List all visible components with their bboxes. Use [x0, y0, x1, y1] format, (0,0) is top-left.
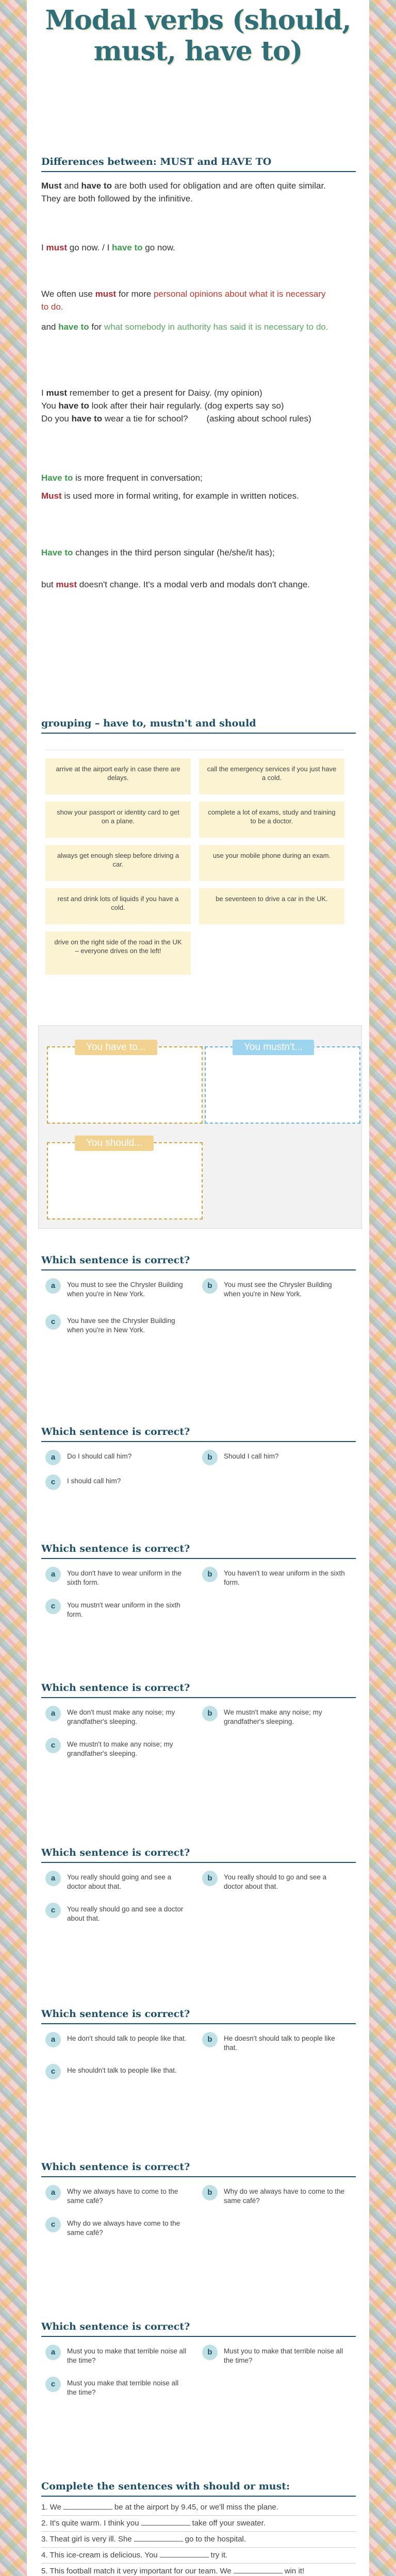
option-c[interactable]: [45, 1601, 190, 1619]
option-letter: b: [202, 1278, 218, 1294]
option-a[interactable]: [45, 2187, 190, 2206]
question-heading: Which sentence is correct?: [41, 1543, 356, 1559]
text: is used more in formal writing, for example in written notices.: [61, 491, 299, 501]
question-heading: Which sentence is correct?: [41, 1426, 356, 1442]
option-text: We mustn't make any noise; my grandfather's sleeping.: [224, 1708, 322, 1725]
intro-paragraph-8: [41, 546, 330, 559]
have-to-word: have to: [112, 243, 143, 252]
blank-input[interactable]: [141, 2518, 190, 2526]
option-letter: c: [45, 1475, 61, 1490]
option-text: Why we always have to come to the same café?: [67, 2188, 178, 2205]
text: I: [41, 388, 46, 398]
worksheet-page: [27, 0, 369, 2576]
option-c[interactable]: [45, 1740, 190, 1758]
must-word: Must: [41, 181, 62, 191]
line-text: 4. This ice-cream is delicious. You: [41, 2551, 158, 2560]
line-text: take off your sweater.: [192, 2519, 266, 2528]
option-a[interactable]: [45, 1569, 190, 1587]
line-text: win it!: [284, 2567, 305, 2575]
option-text: He don't should talk to people like that.: [67, 2035, 187, 2042]
option-letter: c: [45, 1738, 61, 1753]
option-text: We mustn't to make any noise; my grandfather's sleeping.: [67, 1740, 173, 1757]
line-text: try it.: [210, 2551, 228, 2560]
option-letter: b: [202, 2185, 218, 2200]
option-text: Why do we always have to come to the same café?: [224, 2188, 345, 2205]
question-7: [41, 2161, 356, 2236]
option-letter: b: [202, 1567, 218, 1582]
text: I: [107, 243, 112, 252]
intro-paragraph-5: [41, 386, 343, 425]
blank-input[interactable]: [160, 2550, 209, 2557]
have-to-word: have to: [58, 401, 89, 411]
text: We often use: [41, 289, 95, 299]
intro-paragraph-1: [41, 179, 345, 205]
title-banner: [27, 0, 369, 116]
option-a[interactable]: [45, 1873, 190, 1891]
text: You: [41, 401, 59, 411]
option-letter: a: [45, 1871, 61, 1886]
intro-section: [41, 156, 356, 172]
option-letter: a: [45, 1706, 61, 1721]
option-a[interactable]: [45, 1280, 190, 1299]
text: Do you: [41, 414, 72, 423]
question-8: [41, 2321, 356, 2396]
fill-line: [41, 2548, 356, 2564]
option-text: Must you to make that terrible noise all the time?: [67, 2347, 187, 2364]
option-text: He shouldn't talk to people like that.: [67, 2066, 177, 2074]
text: and: [41, 322, 59, 332]
option-letter: b: [202, 1706, 218, 1721]
option-letter: c: [45, 1903, 61, 1918]
line-text: 3. Theat girl is very ill. She: [41, 2535, 132, 2544]
line-text: 2. It's quite warm. I think you: [41, 2519, 139, 2528]
option-a[interactable]: [45, 1708, 190, 1726]
question-heading: Which sentence is correct?: [41, 2321, 356, 2337]
option-letter: a: [45, 2345, 61, 2360]
option-letter: a: [45, 2185, 61, 2200]
option-letter: b: [202, 1871, 218, 1886]
option-letter: a: [45, 1278, 61, 1294]
question-heading: Which sentence is correct?: [41, 1255, 356, 1270]
intro-paragraph-4: [41, 320, 330, 333]
option-letter: a: [45, 2032, 61, 2047]
option-text: Should I call him?: [224, 1452, 279, 1460]
must-word: Must: [41, 491, 62, 501]
label-mustnt: You mustn't...: [233, 1040, 314, 1055]
drop-zone-mustnt[interactable]: [205, 1046, 360, 1124]
grouping-section: [41, 718, 356, 734]
must-word: must: [95, 289, 117, 299]
option-c[interactable]: [45, 2379, 190, 2397]
intro-heading: Differences between: MUST and HAVE TO: [41, 156, 356, 172]
question-heading: Which sentence is correct?: [41, 2161, 356, 2177]
fill-line: [41, 2532, 356, 2548]
question-heading: Which sentence is correct?: [41, 1682, 356, 1698]
option-letter: a: [45, 1567, 61, 1582]
option-text: Why do we always have come to the same café?: [67, 2219, 180, 2236]
intro-paragraph-7: [41, 489, 330, 502]
have-to-word: Have to: [41, 548, 73, 557]
intro-paragraph-9: [41, 578, 330, 591]
option-c[interactable]: [45, 1905, 190, 1923]
grouping-heading: grouping – have to, mustn't and should: [41, 718, 356, 734]
option-letter: c: [45, 1314, 61, 1330]
option-b[interactable]: [202, 2347, 346, 2365]
drop-zone-should[interactable]: [47, 1142, 203, 1219]
option-a[interactable]: [45, 2347, 190, 2365]
blank-input[interactable]: [234, 2566, 283, 2573]
line-text: 5. This football match it very important for our team. We: [41, 2567, 232, 2575]
option-letter: c: [45, 1599, 61, 1614]
text: are both used for obligation and are often quite similar. They are both followed by the infinitive.: [41, 181, 326, 204]
option-b[interactable]: [202, 1708, 346, 1726]
option-text: You really should to go and see a doctor about that.: [224, 1873, 327, 1890]
question-heading: Which sentence is correct?: [41, 1847, 356, 1863]
option-letter: b: [202, 1450, 218, 1465]
blank-input[interactable]: [134, 2534, 183, 2541]
draggable-card[interactable]: arrive at the airport early in case there are delays.: [45, 758, 191, 794]
have-to-word: Have to: [41, 473, 73, 483]
must-word: must: [46, 388, 68, 398]
option-text: You have see the Chrysler Building when you're in New York.: [67, 1317, 175, 1334]
option-text: You don't have to wear uniform in the sixth form.: [67, 1569, 182, 1586]
text: go now.: [67, 243, 100, 252]
option-b[interactable]: [202, 2187, 346, 2206]
text: I: [41, 243, 46, 252]
question-2: [41, 1426, 356, 1486]
option-text: We don't must make any noise; my grandfather's sleeping.: [67, 1708, 175, 1725]
option-text: Do I should call him?: [67, 1452, 132, 1460]
option-c[interactable]: [45, 2219, 190, 2238]
line-text: 1. We: [41, 2503, 61, 2512]
blank-input[interactable]: [63, 2502, 112, 2510]
page-title: Modal verbs (should, must, have to): [45, 5, 351, 67]
intro-paragraph-6: [41, 471, 345, 484]
option-b[interactable]: [202, 1452, 346, 1461]
option-c[interactable]: [45, 1316, 190, 1335]
option-a[interactable]: [45, 2034, 190, 2043]
option-text: You really should go and see a doctor about that.: [67, 1905, 184, 1922]
line-text: be at the airport by 9.45, or we'll miss the plane.: [114, 2503, 278, 2512]
question-heading: Which sentence is correct?: [41, 2008, 356, 2024]
option-text: You must see the Chrysler Building when you're in New York.: [224, 1281, 332, 1298]
option-letter: a: [45, 1450, 61, 1465]
must-word: must: [46, 243, 68, 252]
text: doesn't change. It's a modal verb and modals don't change.: [76, 580, 310, 589]
sorting-area: [38, 1025, 362, 1229]
option-b[interactable]: [202, 1569, 346, 1587]
option-c[interactable]: [45, 2066, 190, 2075]
text: but: [41, 580, 56, 589]
fill-line: [41, 2516, 356, 2532]
have-to-word: have to: [58, 322, 89, 332]
text: changes in the third person singular (he/she/it has);: [73, 548, 275, 557]
label-have-to: You have to...: [75, 1040, 157, 1055]
option-text: You really should going and see a doctor about that.: [67, 1873, 172, 1890]
option-b[interactable]: [202, 2034, 346, 2053]
text: wear a tie for school?: [102, 414, 188, 423]
intro-paragraph-3: [41, 287, 330, 313]
option-b[interactable]: [202, 1280, 346, 1299]
option-text: Must you make that terrible noise all the time?: [67, 2379, 179, 2396]
option-text: He doesn't should talk to people like that.: [224, 2035, 335, 2052]
card-grid: [45, 750, 344, 1012]
option-a[interactable]: [45, 1452, 190, 1461]
option-b[interactable]: [202, 1873, 346, 1891]
option-text: You haven't to wear uniform in the sixth form.: [224, 1569, 345, 1586]
option-text: Must you to make that terrible noise all the time?: [224, 2347, 343, 2364]
text: for: [89, 322, 104, 332]
text: is more frequent in conversation;: [73, 473, 203, 483]
option-letter: c: [45, 2377, 61, 2392]
draggable-card[interactable]: complete a lot of exams, study and training to be a doctor.: [199, 802, 344, 838]
option-c[interactable]: [45, 1477, 190, 1486]
question-1: [41, 1255, 356, 1334]
have-to-word: have to: [81, 181, 112, 191]
text: (asking about school rules): [206, 414, 311, 423]
draggable-card[interactable]: rest and drink lots of liquids if you have a cold.: [45, 888, 191, 924]
question-6: [41, 2008, 356, 2076]
text: and: [61, 181, 81, 191]
authority-text: what somebody in authority has said it is necessary to do.: [104, 322, 328, 332]
text: go now.: [142, 243, 175, 252]
draggable-card[interactable]: call the emergency services if you just have a cold.: [199, 758, 344, 794]
label-should: You should...: [75, 1136, 154, 1151]
drop-zone-have-to[interactable]: [47, 1046, 203, 1124]
fill-exercise-1: [41, 2481, 356, 2576]
draggable-card[interactable]: be seventeen to drive a car in the UK.: [199, 888, 344, 924]
question-5: [41, 1847, 356, 1922]
option-text: I should call him?: [67, 1477, 121, 1485]
text: look after their hair regularly. (dog experts say so): [89, 401, 284, 411]
question-4: [41, 1682, 356, 1757]
draggable-card[interactable]: use your mobile phone during an exam.: [199, 845, 344, 881]
text: /: [100, 243, 107, 252]
option-letter: b: [202, 2032, 218, 2047]
draggable-card[interactable]: show your passport or identity card to get on a plane.: [45, 802, 191, 838]
text: for more: [116, 289, 154, 299]
must-word: must: [56, 580, 77, 589]
draggable-card[interactable]: drive on the right side of the road in the UK – everyone drives on the left!: [45, 931, 191, 975]
have-to-word: have to: [71, 414, 103, 423]
personal-opinion-text: personal opinions about what it is necessary to do.: [41, 289, 326, 312]
intro-paragraph-2: [41, 241, 345, 254]
option-letter: c: [45, 2217, 61, 2232]
text: remember to get a present for Daisy. (my opinion): [67, 388, 262, 398]
fill-line: [41, 2500, 356, 2516]
fill-line: [41, 2564, 356, 2576]
option-letter: b: [202, 2345, 218, 2360]
line-text: go to the hospital.: [185, 2535, 246, 2544]
option-text: You must to see the Chrysler Building when you're in New York.: [67, 1281, 183, 1298]
draggable-card[interactable]: always get enough sleep before driving a car.: [45, 845, 191, 881]
question-3: [41, 1543, 356, 1618]
option-letter: c: [45, 2064, 61, 2079]
fill-heading: Complete the sentences with should or must:: [41, 2481, 356, 2497]
option-text: You mustn't wear uniform in the sixth form.: [67, 1601, 180, 1618]
